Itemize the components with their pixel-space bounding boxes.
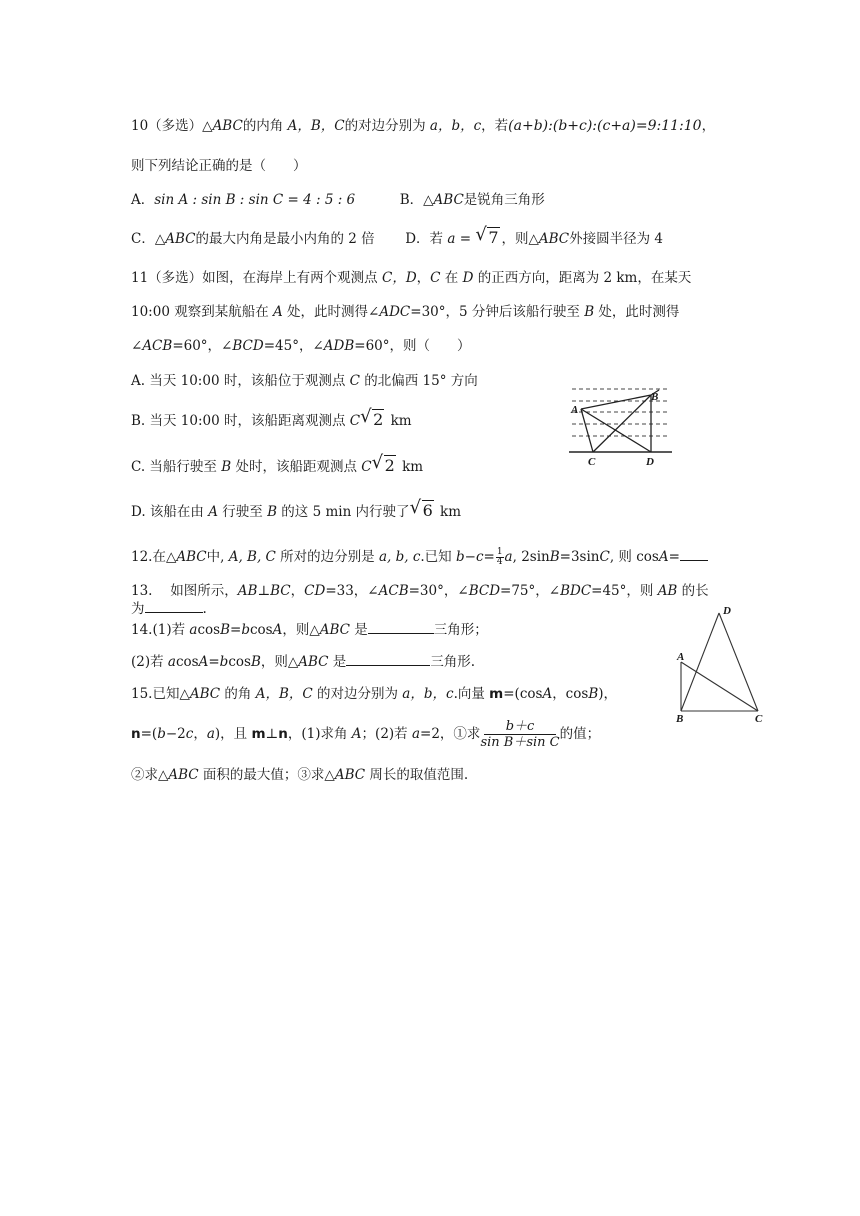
fraction-b-plus-c: $\frac{b+c}{\text{sin B＋sin C}}$ xyxy=(480,719,560,750)
q15-line3: ②求△ABC 面积的最大值；③求△ABC 周长的取值范围. xyxy=(131,767,469,783)
fig1-label-d: D xyxy=(646,456,654,468)
fraction-one-quarter: $\frac{1}{4}$ xyxy=(496,547,503,567)
sqrt-symbol: √ 2 xyxy=(362,411,384,429)
q15-line2: n=(b−2c，a)，且 m⊥n，(1)求角 A；(2)若 a=2，①求 $\frac{b+c}{\text{sin B＋sin C}}$ 的值； xyxy=(131,719,601,750)
answer-blank[interactable] xyxy=(346,653,430,666)
q11-option-d: D. 该船在由 A 行驶至 B 的这 5 min 内行驶了√ 6 km xyxy=(131,502,461,521)
q11-option-c: C. 当船行驶至 B 处时，该船距观测点 C√ 2 km xyxy=(131,457,423,476)
fig2-label-c: C xyxy=(755,713,763,725)
q10-option-d: 外接圆半径为 4 xyxy=(569,231,664,247)
fig2-label-d: D xyxy=(723,605,731,617)
fig2-label-a: A xyxy=(677,651,685,663)
fig1-label-b: B xyxy=(651,391,659,403)
q10-option-c: 的最大内角是最小内角的 2 倍 xyxy=(195,231,375,247)
fig1-label-c: C xyxy=(588,456,596,468)
q10-options-ab: A．sin A : sin B : sin C = 4 : 5 : 6 B．△ABC是锐角三角形 xyxy=(131,192,545,208)
q15-line1: 15.已知△ABC 的角 A，B，C 的对边分别为 a，b，c.向量 m=(cosA，cosB)， xyxy=(131,686,618,702)
q11-line1: 11（多选）如图，在海岸上有两个观测点 C，D，C 在 D 的正西方向，距离为 2 km，在某天 xyxy=(131,270,692,286)
q12-line: 12.在△ABC中, A, B, C 所对的边分别是 a, b, c.已知 b−c= $\frac{1}{4}$ a, 2sinB=3sinC, 则 cosA= xyxy=(131,548,708,567)
q10-option-b: 是锐角三角形 xyxy=(463,192,545,208)
q10-line1: 10（多选）△ABC的内角 A，B，C的对边分别为 a，b，c，若(a+b):(b+c):(c+a)=9:11:10， xyxy=(131,118,716,134)
q13-line1: 13. 如图所示，AB⊥BC，CD=33，∠ACB=30°，∠BCD=75°，∠BDC=45°，则 AB 的长 xyxy=(131,583,709,599)
q11-option-b: B. 当天 10:00 时，该船距离观测点 C√ 2 km xyxy=(131,411,412,430)
q11-option-a: A. 当天 10:00 时，该船位于观测点 C 的北偏西 15° 方向 xyxy=(131,373,478,389)
answer-blank[interactable] xyxy=(680,548,708,561)
q10-option-a: sin A : sin B : sin C = 4 : 5 : 6 xyxy=(154,192,356,208)
q13-line2: 为 . xyxy=(131,601,207,617)
sqrt-symbol: √ 7 xyxy=(477,229,499,247)
sqrt-symbol: √ 6 xyxy=(412,502,434,520)
vector-n: n xyxy=(131,726,141,742)
answer-blank[interactable] xyxy=(145,600,203,613)
vector-m: m xyxy=(489,686,504,702)
q14-line2: (2)若 acosA=bcosB，则△ABC 是 三角形. xyxy=(131,654,476,670)
figure-coast-observation xyxy=(566,383,676,468)
ratio-expression: (a+b):(b+c):(c+a)=9:11:10 xyxy=(508,118,702,134)
fig2-label-b: B xyxy=(676,713,684,725)
q14-line1: 14.(1)若 acosB=bcosA，则△ABC 是 三角形； xyxy=(131,622,488,638)
q10-options-cd: C．△ABC的最大内角是最小内角的 2 倍 D．若 a = √ 7 ，则△ABC外接圆半径为 4 xyxy=(131,229,663,248)
q10-line2: 则下列结论正确的是（ ） xyxy=(131,158,307,174)
fig1-label-a: A xyxy=(571,404,579,416)
figure-triangle-abcd xyxy=(672,603,772,725)
sqrt-symbol: √ 2 xyxy=(374,457,396,475)
q11-line3: ∠ACB=60°，∠BCD=45°，∠ADB=60°，则（ ） xyxy=(131,338,471,354)
q11-line2: 10:00 观察到某航船在 A 处，此时测得∠ADC=30°，5 分钟后该船行驶至 B 处，此时测得 xyxy=(131,304,680,320)
answer-blank[interactable] xyxy=(368,621,434,634)
